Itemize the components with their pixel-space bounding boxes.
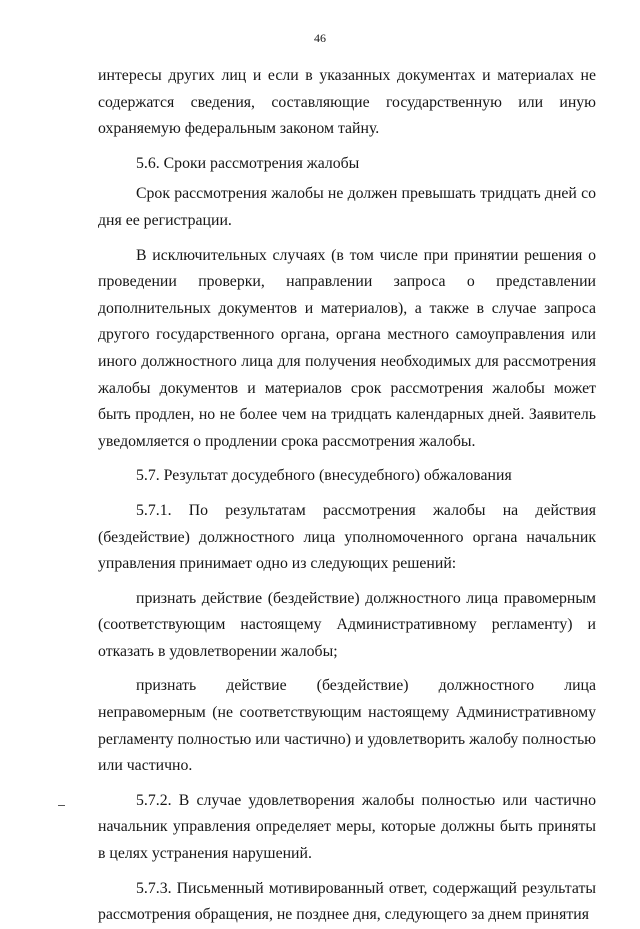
paragraph-decision-unlawful: признать действие (бездействие) должностного лица неправомерным (не соответствующим настоящему Административному регламенту полностью или частично) и удовлетворить жалобу полностью или частично. (98, 677, 596, 775)
paragraph-review-period: Срок рассмотрения жалобы не должен превышать тридцать дней со дня ее регистрации. (98, 185, 596, 229)
margin-mark (58, 805, 65, 806)
document-body (98, 63, 596, 929)
paragraph-continuation: интересы других лиц и если в указанных документах и материалах не содержатся сведения, составляющие государственную или иную охраняемую федеральным законом тайну. (98, 67, 596, 138)
section-heading-5-7: 5.7. Результат досудебного (внесудебного) обжалования (136, 467, 512, 485)
paragraph-exceptional-cases: В исключительных случаях (в том числе при принятии решения о проведении проверки, направлении запроса о представлении дополнительных документов и материалов), а также в случае запроса другого государственного органа, органа местного самоуправления или иного должностного лица для получения необходимых для рассмотрения жалобы документов и материалов срок рассмотрения жалобы может быть продлен, но не более чем на тридцать календарных дней. Заявитель уведомляется о продлении срока рассмотрения жалобы. (98, 246, 596, 450)
paragraph-5-7-3: 5.7.3. Письменный мотивированный ответ, содержащий результаты рассмотрения обращения, не позднее дня, следующего за днем принятия (98, 879, 596, 924)
paragraph-5-7-2: 5.7.2. В случае удовлетворения жалобы полностью или частично начальник управления определяет меры, которые должны быть приняты в целях устранения нарушений. (98, 791, 596, 863)
paragraph-5-7-1: 5.7.1. По результатам рассмотрения жалобы на действия (бездействие) должностного лица уполномоченного органа начальник управления принимает одно из следующих решений: (98, 501, 596, 573)
section-heading-5-6: 5.6. Сроки рассмотрения жалобы (136, 154, 360, 172)
paragraph-decision-lawful: признать действие (бездействие) должностного лица правомерным (соответствующим настоящему Административному регламенту) и отказать в удовлетворении жалобы; (98, 589, 596, 660)
page-number: 46 (314, 31, 326, 45)
